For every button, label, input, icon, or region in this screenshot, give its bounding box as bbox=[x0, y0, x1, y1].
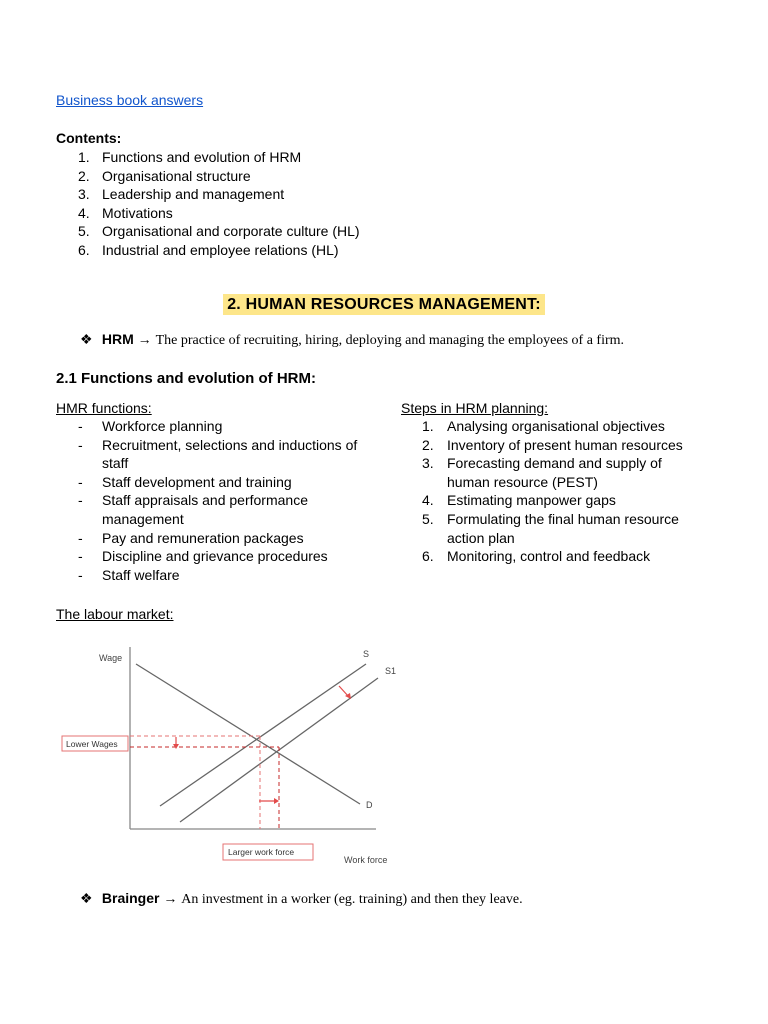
larger-workforce-label: Larger work force bbox=[228, 847, 295, 857]
list-item: - Staff development and training bbox=[78, 473, 292, 490]
hrm-definition-text: The practice of recruiting, hiring, deploying and managing the employees of a firm. bbox=[155, 333, 625, 348]
hrm-term: HRM bbox=[101, 331, 134, 347]
list-item: 5. Formulating the final human resource action plan bbox=[422, 510, 679, 546]
supply-curve bbox=[160, 664, 366, 806]
list-item: - Discipline and grievance procedures bbox=[78, 548, 328, 565]
brainger-definition bbox=[80, 890, 523, 908]
contents-item: 1. Functions and evolution of HRM bbox=[78, 149, 302, 165]
subheading: 2.1 Functions and evolution of HRM: bbox=[56, 370, 316, 387]
labour-market-diagram bbox=[56, 640, 416, 875]
x-axis-label: Work force bbox=[344, 855, 388, 865]
hmr-functions-title: HMR functions: bbox=[56, 400, 152, 416]
list-item: - Pay and remuneration packages bbox=[78, 529, 304, 546]
steps-list bbox=[402, 417, 702, 566]
list-item: 4. Estimating manpower gaps bbox=[422, 492, 616, 509]
brainger-definition-text: An investment in a worker (eg. training) and then they leave. bbox=[181, 892, 523, 907]
list-item: 3. Forecasting demand and supply of human resource (PEST) bbox=[422, 455, 662, 490]
arrow-icon: → bbox=[137, 331, 152, 347]
contents-item: 4. Motivations bbox=[78, 204, 173, 221]
y-axis-label: Wage bbox=[99, 653, 123, 663]
diamond-bullet-icon: ❖ bbox=[80, 331, 93, 347]
demand-curve bbox=[136, 664, 360, 804]
list-item: 2. Inventory of present human resources bbox=[422, 436, 683, 453]
list-item: 1. Analysing organisational objectives bbox=[422, 418, 665, 434]
list-item: - Staff appraisals and performance management bbox=[78, 492, 308, 527]
contents-item: 3. Leadership and management bbox=[78, 186, 285, 203]
diamond-bullet-icon: ❖ bbox=[80, 890, 93, 906]
supply-label: S bbox=[363, 649, 370, 659]
hrm-definition bbox=[80, 331, 624, 349]
list-item: - Workforce planning bbox=[78, 418, 223, 434]
lower-wages-label: Lower Wages bbox=[66, 739, 118, 749]
contents-item: 2. Organisational structure bbox=[78, 167, 251, 184]
business-book-answers-link[interactable]: Business book answers bbox=[56, 92, 204, 108]
contents-item: 5. Organisational and corporate culture (HL) bbox=[78, 223, 360, 240]
list-item: - Staff welfare bbox=[78, 566, 180, 583]
supply-shift-label: S1 bbox=[385, 666, 397, 676]
list-item: - Recruitment, selections and inductions of staff bbox=[78, 436, 358, 472]
list-item: 6. Monitoring, control and feedback bbox=[422, 548, 651, 565]
arrow-icon: → bbox=[163, 890, 178, 906]
labour-market-title: The labour market: bbox=[56, 606, 174, 622]
steps-title: Steps in HRM planning: bbox=[401, 400, 549, 416]
hmr-functions-list bbox=[58, 417, 378, 584]
demand-label: D bbox=[366, 800, 373, 810]
contents-list bbox=[58, 148, 360, 260]
contents-title: Contents: bbox=[56, 130, 122, 146]
section-heading: 2. HUMAN RESOURCES MANAGEMENT: bbox=[223, 294, 545, 315]
contents-item: 6. Industrial and employee relations (HL) bbox=[78, 241, 339, 258]
brainger-term: Brainger bbox=[101, 890, 160, 906]
